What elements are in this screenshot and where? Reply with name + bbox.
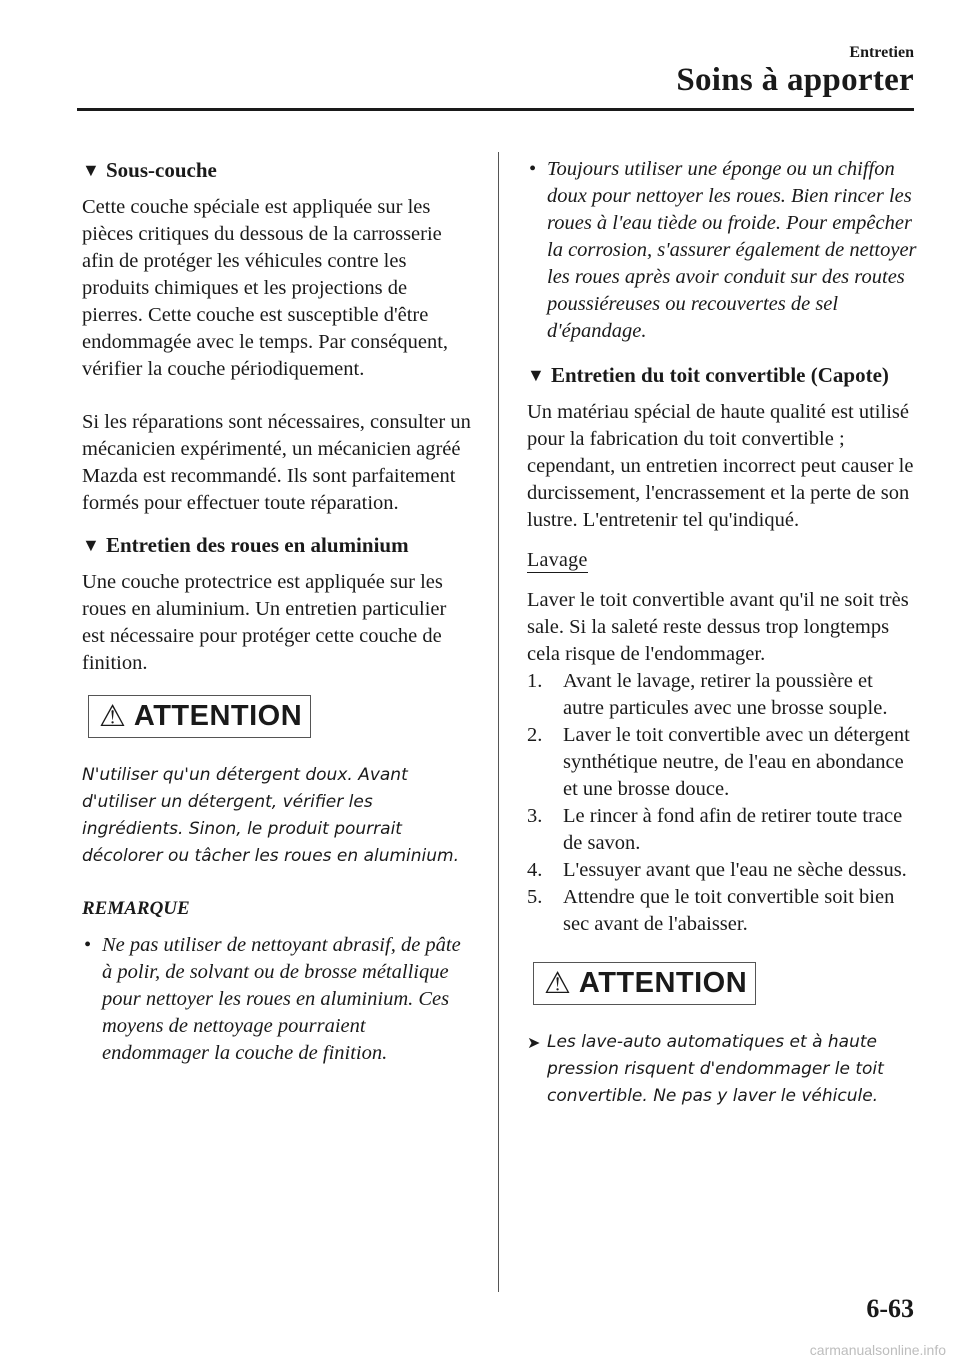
note-label: REMARQUE — [82, 898, 190, 919]
paragraph: Si les réparations sont nécessaires, consulter un mécanicien expérimenté, un mécanicien agréé Mazda est recommandé. Ils sont parfaitement formés pour effectuer toute réparation. — [82, 411, 471, 514]
warning-triangle-icon: ⚠ — [99, 698, 126, 734]
attention-item — [527, 1029, 917, 1110]
wash-steps-list — [527, 668, 917, 938]
subheading-lavage: Lavage — [527, 549, 588, 571]
arrow-right-icon: ➤ — [527, 1033, 541, 1052]
attention-box — [88, 695, 311, 738]
bullet-dot-icon: • — [529, 158, 537, 180]
triangle-down-icon: ▼ — [82, 160, 100, 180]
paragraph: Laver le toit convertible avant qu'il ne soit très sale. Si la saleté reste dessus trop longtemps cela risque de l'endommager. — [527, 589, 909, 665]
triangle-down-icon: ▼ — [527, 365, 545, 385]
header-section: Entretien — [849, 44, 914, 61]
header-rule — [77, 108, 914, 111]
heading-text: Entretien des roues en aluminium — [106, 533, 409, 557]
heading-toit-convertible — [527, 361, 917, 389]
heading-sous-couche — [82, 156, 472, 184]
page-title: Soins à apporter — [676, 62, 914, 98]
heading-roues-aluminium — [82, 531, 472, 559]
heading-text: Entretien du toit convertible (Capote) — [551, 363, 889, 387]
list-item: 5. Attendre que le toit convertible soit bien sec avant de l'abaisser. — [527, 886, 895, 935]
attention-label: ATTENTION — [133, 700, 303, 732]
note-bullet — [82, 932, 472, 1067]
column-divider — [498, 152, 499, 1292]
bullet-text: Toujours utiliser une éponge ou un chiffon doux pour nettoyer les roues. Bien rincer les roues à l'eau tiède ou froide. Pour empêcher la corrosion, s'assurer également de nettoyer les roues après avoir conduit sur des routes poussiéreuses ou recouvertes de sel d'épandage. — [547, 158, 917, 342]
triangle-down-icon: ▼ — [82, 535, 100, 555]
paragraph: Un matériau spécial de haute qualité est utilisé pour la fabrication du toit convertible ; cependant, un entretien incorrect peut causer le durcissement, l'encrassement et la perte de son lustre. L'entretenir tel qu'indiqué. — [527, 401, 914, 531]
paragraph: Une couche protectrice est appliquée sur les roues en aluminium. Un entretien particulier est nécessaire pour protéger cette couche de finition. — [82, 571, 447, 674]
right-column — [527, 156, 917, 1110]
list-item: 3. Le rincer à fond afin de retirer toute trace de savon. — [527, 805, 903, 854]
list-item: 4. L'essuyer avant que l'eau ne sèche dessus. — [527, 859, 907, 881]
list-item: 1. Avant le lavage, retirer la poussière et autre particules avec une brosse souple. — [527, 670, 888, 719]
attention-text: N'utiliser qu'un détergent doux. Avant d'utiliser un détergent, vérifier les ingrédients. Sinon, le produit pourrait décolorer ou tâcher les roues en aluminium. — [82, 765, 459, 866]
left-column — [82, 156, 472, 1083]
heading-text: Sous-couche — [106, 158, 217, 182]
page-number: 6-63 — [866, 1294, 914, 1323]
attention-box — [533, 962, 756, 1005]
note-bullet — [527, 156, 917, 345]
list-item: 2. Laver le toit convertible avec un détergent synthétique neutre, de l'eau en abondance et une brosse douce. — [527, 724, 910, 800]
warning-triangle-icon: ⚠ — [544, 965, 571, 1001]
paragraph: Cette couche spéciale est appliquée sur les pièces critiques du dessous de la carrosserie afin de protéger les véhicules contre les produits chimiques et les projections de pierres. Cette couche est susceptible d'être endommagée avec le temps. Par conséquent, vérifier la couche périodiquement. — [82, 196, 449, 380]
bullet-dot-icon: • — [84, 934, 92, 956]
watermark: carmanualsonline.info — [809, 1342, 946, 1358]
attention-item-text: Les lave-auto automatiques et à haute pression risquent d'endommager le toit convertible. Ne pas y laver le véhicule. — [547, 1032, 884, 1106]
attention-label: ATTENTION — [578, 967, 748, 999]
bullet-text: Ne pas utiliser de nettoyant abrasif, de pâte à polir, de solvant ou de brosse métallique pour nettoyer les roues en aluminium. Ces moyens de nettoyage pourraient endommager la couche de finition. — [102, 934, 461, 1064]
